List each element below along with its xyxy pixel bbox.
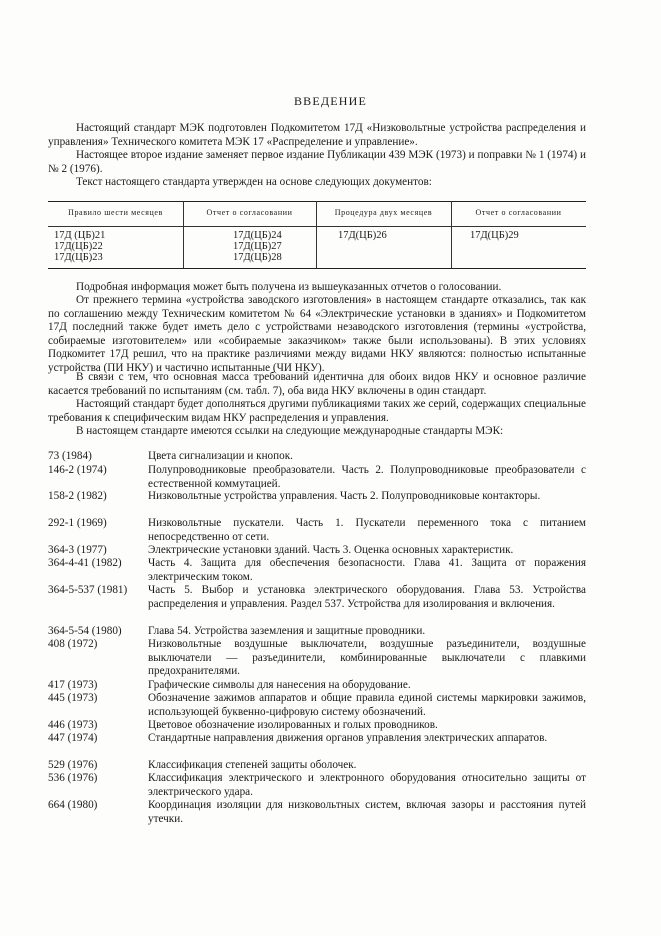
reference-title: Координация изоляции для низковольтных систем, включая зазоры и расстояния путей утечки. xyxy=(148,799,586,825)
intro-paragraph-1: Настоящий стандарт МЭК подготовлен Подкомитетом 17Д «Низковольтные устройства распределения и управления» Технического комитета МЭК 17 «Распределение и управление». xyxy=(48,122,586,148)
intro-paragraph-3: Текст настоящего стандарта утвержден на основе следующих документов: xyxy=(76,176,432,188)
reference-title: Обозначение зажимов аппаратов и общие правила единой системы маркировки зажимов, использующей буквенно-цифровую систему обозначений. xyxy=(148,692,586,718)
table-cell: 17Д(ЦБ)22 xyxy=(54,241,103,252)
body-paragraph-5: В настоящем стандарте имеются ссылки на следующие международные стандарты МЭК: xyxy=(76,425,504,437)
reference-code: 417 (1973) xyxy=(48,679,98,691)
table-cell: 17Д (ЦБ)21 xyxy=(54,230,106,241)
reference-title: Графические символы для нанесения на оборудование. xyxy=(148,679,411,691)
reference-title: Электрические установки зданий. Часть 3. Оценка основных характеристик. xyxy=(148,544,514,556)
reference-code: 664 (1980) xyxy=(48,799,98,811)
table-cell: 17Д(ЦБ)27 xyxy=(233,241,282,252)
table-top-rule xyxy=(48,201,586,202)
reference-code: 364-3 (1977) xyxy=(48,544,107,556)
reference-title: Глава 54. Устройства заземления и защитные проводники. xyxy=(148,625,426,637)
reference-title: Цвета сигнализации и кнопок. xyxy=(148,450,293,462)
reference-code: 364-4-41 (1982) xyxy=(48,557,122,569)
reference-code: 364-5-537 (1981) xyxy=(48,584,128,596)
reference-code: 146-2 (1974) xyxy=(48,464,107,476)
table-cell: 17Д(ЦБ)24 xyxy=(233,230,282,241)
reference-code: 446 (1973) xyxy=(48,719,98,731)
table-cell-col4 xyxy=(470,230,519,241)
table-header-six-month-rule: Правило шести месяцев xyxy=(68,208,163,217)
table-cell: 17Д(ЦБ)29 xyxy=(470,230,519,241)
intro-paragraph-2: Настоящее второе издание заменяет первое издание Публикации 439 МЭК (1973) и поправки № 1 (1974) и № 2 (1976). xyxy=(48,149,586,175)
reference-title: Цветовое обозначение изолированных и голых проводников. xyxy=(148,719,438,731)
table-header-voting-report-2: Отчет о согласовании xyxy=(475,208,562,217)
reference-title: Низковольтные воздушные выключатели, воздушные разъединители, воздушные выключатели — разъединители, комбинированные выключатели с плавкими предохранителями. xyxy=(148,638,586,678)
table-cell: 17Д(ЦБ)23 xyxy=(54,252,103,263)
body-paragraph-4: Настоящий стандарт будет дополняться другими публикациями таких же серий, содержащих специальные требования к специфическим видам НКУ распределения и управления. xyxy=(48,398,586,424)
reference-code: 536 (1976) xyxy=(48,772,98,784)
reference-title: Классификация степеней защиты оболочек. xyxy=(148,759,357,771)
reference-title: Классификация электрического и электронного оборудования относительно защиты от электрического удара. xyxy=(148,772,586,798)
reference-code: 529 (1976) xyxy=(48,759,98,771)
body-paragraph-2: От прежнего термина «устройства заводского изготовления» в настоящем стандарте отказались, так как по соглашению между Техническим комитетом № 64 «Электрические установки в зданиях» и Подкомитетом 17Д последний также будет иметь дело с устройствами незаводского изготовления (термины «устройства, собираемые изготовителем» или «собираемые заказчиком» также были использованы). В этих условиях Подкомитет 17Д решил, что на практике различиями между видами НКУ являются: полностью испытанные устройства (ПИ НКУ) и частично испытанные (ЧИ НКУ). xyxy=(48,294,586,374)
reference-code: 158-2 (1982) xyxy=(48,490,107,502)
page-title: ВВЕДЕНИЕ xyxy=(293,94,368,108)
reference-title: Полупроводниковые преобразователи. Часть 2. Полупроводниковые преобразователи с естественной коммутацией. xyxy=(148,464,586,490)
reference-title: Стандартные направления движения органов управления электрических аппаратов. xyxy=(148,732,548,744)
table-header-two-month-procedure: Процедура двух месяцев xyxy=(334,208,433,217)
table-header-voting-report: Отчет о согласовании xyxy=(206,208,293,217)
table-header-rule xyxy=(48,226,586,227)
reference-code: 73 (1984) xyxy=(48,450,92,462)
reference-title: Часть 4. Защита для обеспечения безопасности. Глава 41. Защита от поражения электрическим током. xyxy=(148,557,586,583)
reference-code: 445 (1973) xyxy=(48,692,98,704)
table-cell-col3 xyxy=(338,230,387,241)
body-paragraph-3: В связи с тем, что основная масса требований идентична для обоих видов НКУ и основное различие касается требований по испытаниям (см. табл. 7), оба вида НКУ включены в один стандарт. xyxy=(48,371,586,397)
table-cell: 17Д(ЦБ)26 xyxy=(338,230,387,241)
reference-code: 292-1 (1969) xyxy=(48,517,107,529)
reference-code: 447 (1974) xyxy=(48,732,98,744)
reference-code: 364-5-54 (1980) xyxy=(48,625,122,637)
table-cell: 17Д(ЦБ)28 xyxy=(233,252,282,263)
reference-title: Низковольтные пускатели. Часть 1. Пускатели переменного тока с питанием непосредственно от сети. xyxy=(148,517,586,543)
table-cell-col2 xyxy=(233,230,282,263)
table-cell-col1 xyxy=(54,230,105,263)
reference-code: 408 (1972) xyxy=(48,638,98,650)
reference-title: Часть 5. Выбор и установка электрического оборудования. Глава 53. Устройства распределения и управления. Раздел 537. Устройства для изолирования и включения. xyxy=(148,584,586,610)
body-paragraph-1: Подробная информация может быть получена из вышеуказанных отчетов о голосовании. xyxy=(76,281,502,293)
reference-title: Низковольтные устройства управления. Часть 2. Полупроводниковые контакторы. xyxy=(148,490,541,502)
table-bottom-rule xyxy=(48,268,586,269)
